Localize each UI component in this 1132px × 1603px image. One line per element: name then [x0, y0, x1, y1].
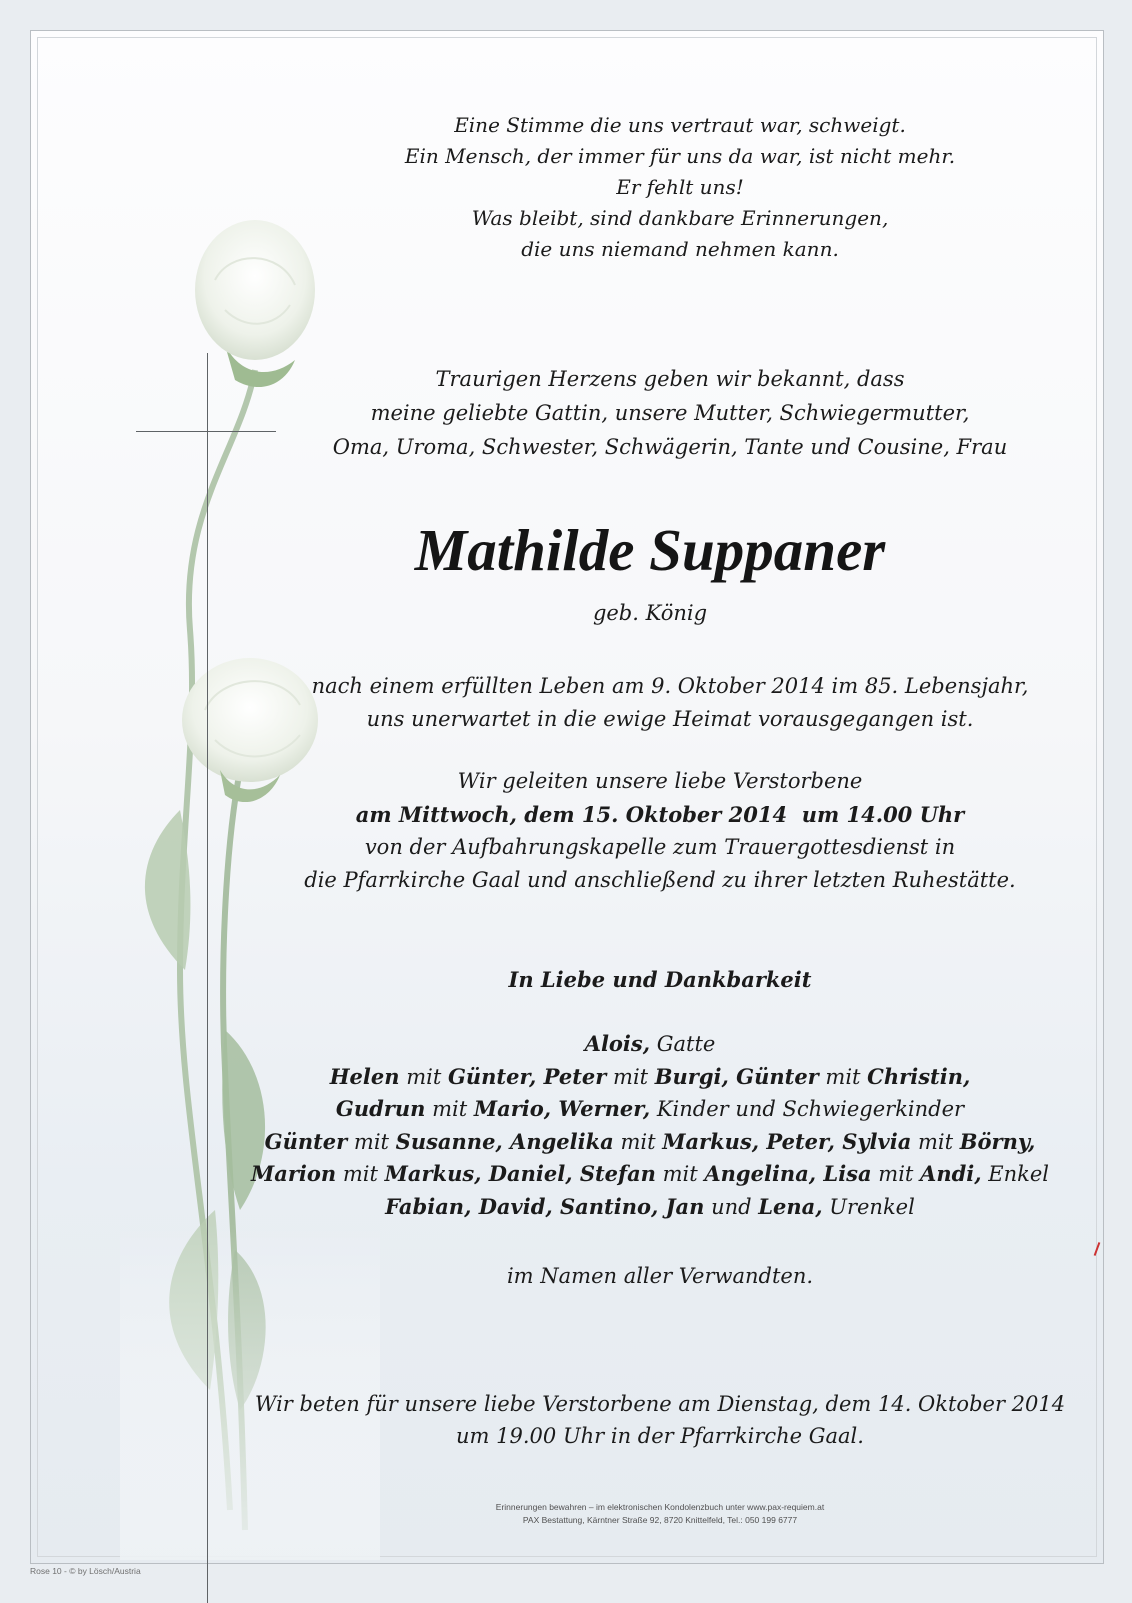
funeral-line: die Pfarrkirche Gaal und anschließend zu ihrer letzten Ruhestätte. — [304, 868, 1016, 892]
mourner-name: Marion — [251, 1161, 337, 1186]
mourner-name: Markus, Peter, Sylvia — [662, 1128, 912, 1154]
mourner-name: Markus, Daniel, Stefan — [384, 1161, 656, 1186]
mourner-name: Andi, — [920, 1161, 982, 1186]
footer-address-line: PAX Bestattung, Kärntner Straße 92, 8720 Knittelfeld, Tel.: 050 199 6777 — [522, 1515, 798, 1525]
poem-line: die uns niemand nehmen kann. — [521, 237, 839, 261]
deceased-name: Mathilde Suppaner — [414, 517, 886, 583]
mourner-name: Mario, Werner, — [473, 1096, 651, 1121]
mourners-row — [240, 1158, 1060, 1191]
intro-line: Oma, Uroma, Schwester, Schwägerin, Tante und Cousine, Frau — [332, 435, 1008, 459]
mourner-relation: mit — [613, 1129, 663, 1154]
mourners-list — [240, 1028, 1060, 1223]
mourner-relation: Urenkel — [822, 1194, 915, 1219]
mourner-relation: mit — [347, 1129, 396, 1154]
mourner-name: Alois, — [584, 1031, 651, 1056]
mourner-relation: Kinder und Schwiegerkinder — [650, 1097, 965, 1121]
mourner-name: Burgi, Günter — [654, 1063, 819, 1089]
mourner-relation: mit — [336, 1162, 385, 1186]
mourner-name: Günter, Peter — [447, 1063, 607, 1089]
funeral-line: von der Aufbahrungskapelle zum Trauergottesdienst in — [364, 835, 956, 859]
mourners-row — [240, 1061, 1060, 1094]
birth-name: geb. König — [592, 601, 708, 625]
mourners-heading: In Liebe und Dankbarkeit — [508, 967, 812, 992]
poem-line: Was bleibt, sind dankbare Erinnerungen, — [471, 206, 889, 230]
mourner-name: Gudrun — [335, 1096, 426, 1121]
poem-line: Eine Stimme die uns vertraut war, schweigt. — [454, 113, 906, 137]
mourners-row — [240, 1093, 1060, 1126]
mourner-name: Lena, — [758, 1193, 823, 1219]
mourners-row — [240, 1126, 1060, 1159]
cross-horizontal-line — [136, 431, 276, 432]
announcement-intro — [290, 362, 1050, 464]
poem-line: Er fehlt uns! — [616, 175, 744, 199]
cross-vertical-line — [207, 353, 208, 1603]
poem — [300, 110, 1060, 265]
funeral-date-time: am Mittwoch, dem 15. Oktober 2014 um 14.00 Uhr — [355, 802, 965, 827]
mourner-name: Susanne, Angelika — [395, 1128, 614, 1154]
mourner-name: Christin, — [867, 1063, 971, 1089]
mourner-relation: Enkel — [981, 1162, 1049, 1186]
intro-line: Traurigen Herzens geben wir bekannt, dass — [435, 367, 905, 391]
mourners-row — [240, 1028, 1060, 1061]
intro-line: meine geliebte Gattin, unsere Mutter, Schwiegermutter, — [370, 401, 970, 425]
footer-condolence-line: Erinnerungen bewahren – im elektronischen Kondolenzbuch unter www.pax-requiem.at — [495, 1502, 825, 1512]
funeral-line: Wir geleiten unsere liebe Verstorbene — [457, 769, 863, 793]
mourners-row — [240, 1191, 1060, 1224]
life-statement — [290, 670, 1050, 736]
mourner-relation: und — [704, 1194, 759, 1219]
footer-info — [330, 1501, 990, 1527]
image-credit: Rose 10 - © by Lösch/Austria — [30, 1566, 141, 1576]
mourner-relation: mit — [911, 1129, 960, 1154]
prayer-notice — [250, 1388, 1070, 1452]
mourner-name: Angelina, Lisa — [704, 1161, 872, 1186]
prayer-line: Wir beten für unsere liebe Verstorbene am Dienstag, dem 14. Oktober 2014 — [254, 1392, 1066, 1416]
life-line: uns unerwartet in die ewige Heimat vorausgegangen ist. — [366, 707, 974, 731]
mourner-relation: mit — [655, 1162, 705, 1186]
mourner-name: Helen — [329, 1063, 400, 1089]
mourner-relation: Gatte — [650, 1032, 716, 1056]
closing-line: im Namen aller Verwandten. — [506, 1264, 814, 1288]
mourner-relation: mit — [399, 1064, 448, 1089]
mourner-name: Fabian, David, Santino, Jan — [385, 1193, 705, 1219]
mourner-relation: mit — [818, 1064, 868, 1089]
mourner-relation: mit — [871, 1162, 921, 1186]
life-line: nach einem erfüllten Leben am 9. Oktober 2014 im 85. Lebensjahr, — [311, 674, 1029, 698]
mourner-name: Börny, — [959, 1128, 1036, 1154]
prayer-line: um 19.00 Uhr in der Pfarrkirche Gaal. — [456, 1424, 864, 1448]
mourner-relation: mit — [425, 1097, 474, 1121]
mourner-name: Günter — [264, 1128, 348, 1154]
mourner-relation: mit — [606, 1064, 655, 1089]
funeral-details — [280, 765, 1040, 897]
poem-line: Ein Mensch, der immer für uns da war, ist nicht mehr. — [404, 144, 956, 168]
